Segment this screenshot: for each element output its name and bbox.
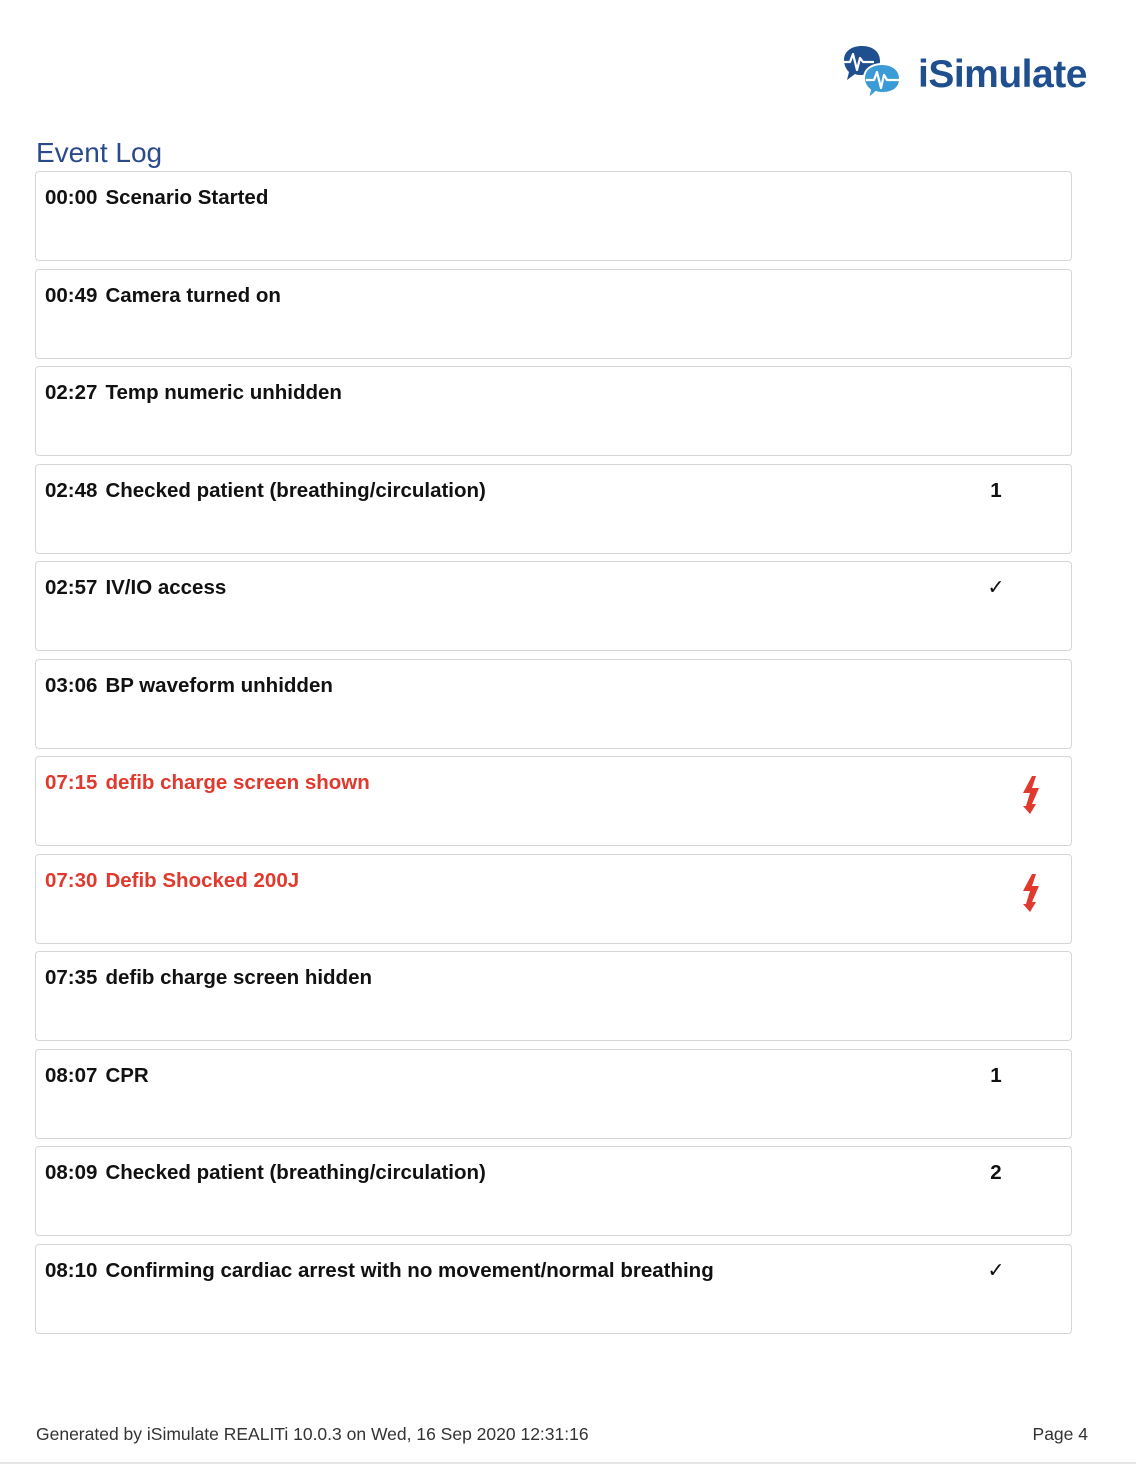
event-description: defib charge screen shown [105, 771, 370, 794]
footer-generated-text: Generated by iSimulate REALITi 10.0.3 on Wed, 16 Sep 2020 12:31:16 [36, 1424, 589, 1444]
event-time: 02:57 [45, 576, 98, 599]
event-time: 08:10 [45, 1258, 98, 1282]
event-description: IV/IO access [105, 576, 227, 599]
event-time: 08:09 [45, 1161, 98, 1184]
event-checkmark: ✓ [987, 576, 1005, 599]
event-description: Camera turned on [105, 283, 281, 307]
event-entry [45, 185, 268, 211]
event-time: 00:00 [45, 186, 98, 209]
event-log-list [35, 171, 1072, 1341]
event-entry [45, 380, 342, 406]
event-row [35, 951, 1072, 1041]
event-row [35, 561, 1072, 651]
event-row [35, 1049, 1072, 1139]
event-entry [45, 965, 372, 991]
event-checkmark: ✓ [987, 1258, 1005, 1282]
event-description: Checked patient (breathing/circulation) [105, 1161, 486, 1184]
event-time: 02:48 [45, 478, 98, 502]
event-entry [45, 1160, 486, 1186]
event-entry [45, 673, 333, 699]
event-row [35, 1244, 1072, 1334]
speech-bubbles-ecg-icon [840, 42, 906, 108]
event-count: 1 [990, 478, 1002, 502]
event-description: Temp numeric unhidden [105, 381, 342, 404]
event-count: 1 [990, 1063, 1002, 1087]
event-description: Scenario Started [105, 186, 269, 209]
event-row [35, 854, 1072, 944]
event-description: BP waveform unhidden [105, 673, 333, 697]
event-time: 03:06 [45, 673, 98, 697]
event-row [35, 269, 1072, 359]
lightning-bolt-icon [1020, 873, 1042, 918]
page-number: Page 4 [1032, 1424, 1088, 1444]
event-count: 2 [990, 1161, 1002, 1184]
brand-logo [840, 42, 1092, 108]
event-row [35, 464, 1072, 554]
event-description: CPR [105, 1063, 149, 1087]
lightning-bolt-icon [1020, 775, 1042, 820]
event-row [35, 1146, 1072, 1236]
event-row [35, 659, 1072, 749]
event-time: 00:49 [45, 283, 98, 307]
event-row [35, 171, 1072, 261]
event-row [35, 756, 1072, 846]
event-entry [45, 770, 370, 796]
event-entry [45, 868, 299, 894]
brand-name: iSimulate [918, 53, 1087, 96]
event-entry [45, 1063, 149, 1089]
event-row [35, 366, 1072, 456]
event-time: 02:27 [45, 381, 98, 404]
event-description: Confirming cardiac arrest with no movement/normal breathing [105, 1258, 714, 1282]
event-description: Defib Shocked 200J [105, 868, 300, 892]
event-entry [45, 283, 281, 309]
event-time: 08:07 [45, 1063, 98, 1087]
event-time: 07:15 [45, 771, 98, 794]
section-title: Event Log [36, 137, 163, 168]
event-entry [45, 1258, 714, 1284]
event-entry [45, 575, 226, 601]
event-time: 07:35 [45, 966, 98, 989]
event-entry [45, 478, 486, 504]
event-time: 07:30 [45, 868, 98, 892]
event-description: defib charge screen hidden [105, 966, 373, 989]
event-description: Checked patient (breathing/circulation) [105, 478, 486, 502]
